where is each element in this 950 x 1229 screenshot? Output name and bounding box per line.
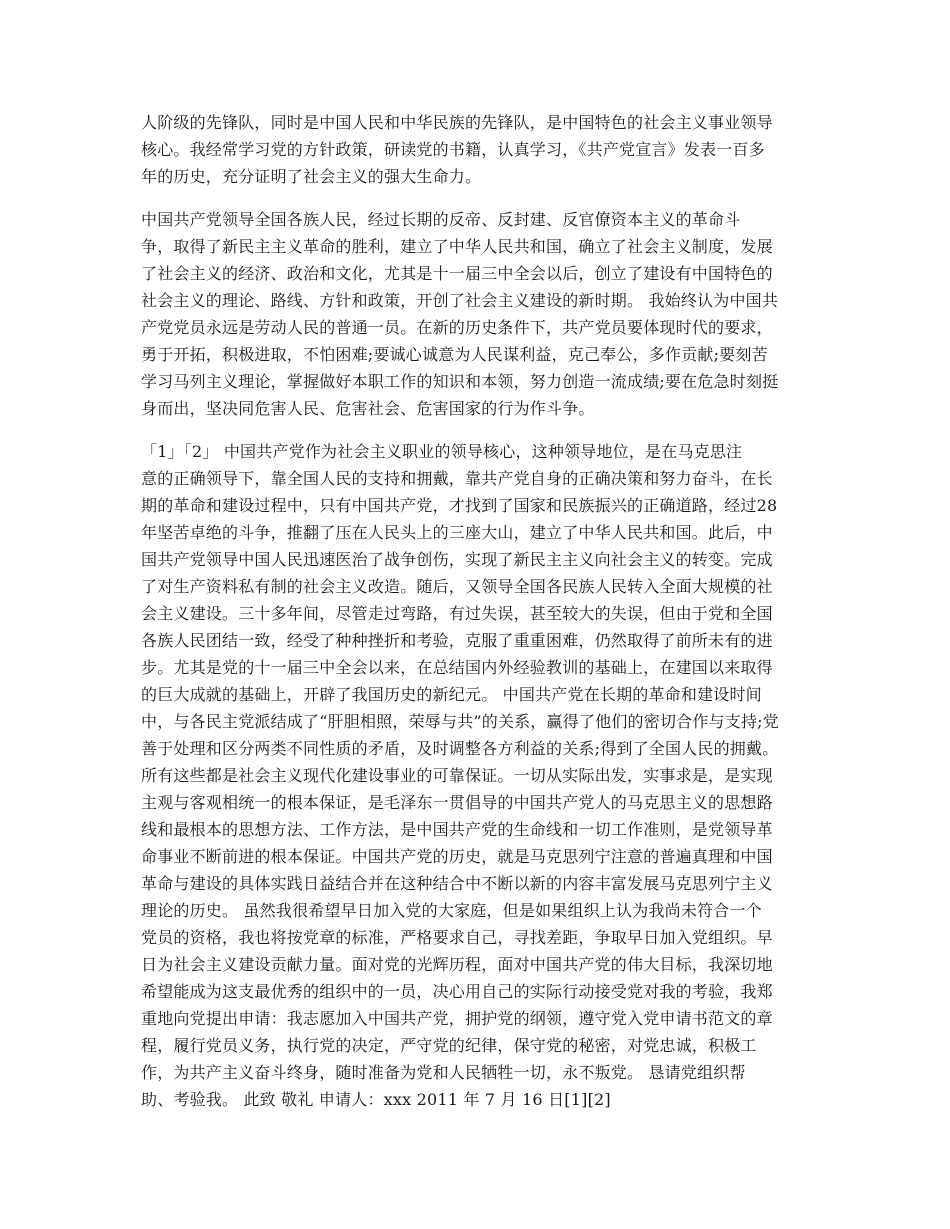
paragraph-3-line: 善于处理和区分两类不同性质的矛盾，及时调整各方利益的关系;得到了全国人民的拥戴。 [141,739,779,758]
paragraph-3-line: 的巨大成就的基础上，开辟了我国历史的新纪元。 中国共产党在长期的革命和建设时间 [141,685,762,704]
paragraph-3-line: 线和最根本的思想方法、工作方法，是中国共产党的生命线和一切工作准则，是党领导革 [141,820,773,839]
paragraph-2-line: 身而出，坚决同危害人民、危害社会、危害国家的行为作斗争。 [141,399,595,418]
paragraph-3-line: 希望能成为这支最优秀的组织中的一员，决心用自己的实际行动接受党对我的考验，我郑 [141,982,773,1001]
paragraph-2-line: 了社会主义的经济、政治和文化，尤其是十一届三中全会以后，创立了建设有中国特色的 [141,264,773,283]
paragraph-3-line: 程，履行党员义务，执行党的决定，严守党的纪律，保守党的秘密，对党忠诚，积极工 [141,1036,757,1055]
paragraph-3-line: 所有这些都是社会主义现代化建设事业的可靠保证。一切从实际出发，实事求是，是实现 [141,766,773,785]
paragraph-3-line: 意的正确领导下，靠全国人民的支持和拥戴，靠共产党自身的正确决策和努力奋斗，在长 [141,469,773,488]
paragraph-3-line: 作，为共产主义奋斗终身，随时准备为党和人民牺牲一切，永不叛党。 恳请党组织帮 [141,1063,746,1082]
paragraph-3-line: 年坚苦卓绝的斗争，推翻了压在人民头上的三座大山，建立了中华人民共和国。此后，中 [141,523,773,542]
paragraph-3-line: 革命与建设的具体实践日益结合并在这种结合中不断以新的内容丰富发展马克思列宁主义 [141,874,773,893]
paragraph-3-line: 中，与各民主党派结成了“肝胆相照，荣辱与共”的关系，赢得了他们的密切合作与支持;党 [141,712,779,731]
paragraph-2-line: 学习马列主义理论，掌握做好本职工作的知识和本领，努力创造一流成绩;要在危急时刻挺 [141,372,779,391]
paragraph-3-line: 步。尤其是党的十一届三中全会以来，在总结国内外经验教训的基础上，在建国以来取得 [141,658,773,677]
paragraph-3-line: 重地向党提出申请：我志愿加入中国共产党，拥护党的纲领，遵守党入党申请书范文的章 [141,1009,773,1028]
paragraph-3-line: 理论的历史。 虽然我很希望早日加入党的大家庭，但是如果组织上认为我尚未符合一个 [141,901,762,920]
paragraph-3-line: 会主义建设。三十多年间，尽管走过弯路，有过失误，甚至较大的失误，但由于党和全国 [141,604,773,623]
paragraph-3-line: 主观与客观相统一的根本保证，是毛泽东一贯倡导的中国共产党人的马克思主义的思想路 [141,793,773,812]
paragraph-2-line: 社会主义的理论、路线、方针和政策，开创了社会主义建设的新时期。 我始终认为中国共 [141,291,779,310]
paragraph-3-line: 日为社会主义建设贡献力量。面对党的光辉历程，面对中国共产党的伟大目标，我深切地 [141,955,773,974]
paragraph-3-line: 命事业不断前进的根本保证。中国共产党的历史，就是马克思列宁注意的普遍真理和中国 [141,847,773,866]
paragraph-3-line: 了对生产资料私有制的社会主义改造。随后，又领导全国各民族人民转入全面大规模的社 [141,577,773,596]
paragraph-1-line: 年的历史，充分证明了社会主义的强大生命力。 [141,167,482,186]
paragraph-3-line: 期的革命和建设过程中，只有中国共产党，才找到了国家和民族振兴的正确道路，经过28 [141,496,778,515]
paragraph-3-line: 助、考验我。 此致 敬礼 申请人：xxx 2011 年 7 月 16 日[1][2] [141,1090,611,1109]
paragraph-3-line: 党员的资格，我也将按党章的标准，严格要求自己，寻找差距，争取早日加入党组织。早 [141,928,773,947]
paragraph-2-line: 勇于开拓，积极进取，不怕困难;要诚心诚意为人民谋利益，克己奉公，多作贡献;要刻苦 [141,345,768,364]
paragraph-1-line: 人阶级的先锋队，同时是中国人民和中华民族的先锋队，是中国特色的社会主义事业领导 [141,113,773,132]
paragraph-2-line: 产党党员永远是劳动人民的普通一员。在新的历史条件下，共产党员要体现时代的要求， [141,318,773,337]
paragraph-3-line: 各族人民团结一致，经受了种种挫折和考验，克服了重重困难，仍然取得了前所未有的进 [141,631,773,650]
paragraph-3-line: 「1」「2」 中国共产党作为社会主义职业的领导核心，这种领导地位，是在马克思注 [141,442,743,461]
paragraph-2-line: 争，取得了新民主主义革命的胜利，建立了中华人民共和国，确立了社会主义制度，发展 [141,237,773,256]
paragraph-3-line: 国共产党领导中国人民迅速医治了战争创伤，实现了新民主主义向社会主义的转变。完成 [141,550,773,569]
paragraph-1-line: 核心。我经常学习党的方针政策，研读党的书籍，认真学习，《共产党宣言》发表一百多 [141,140,765,159]
paragraph-2-line: 中国共产党领导全国各族人民，经过长期的反帝、反封建、反官僚资本主义的革命斗 [141,210,741,229]
